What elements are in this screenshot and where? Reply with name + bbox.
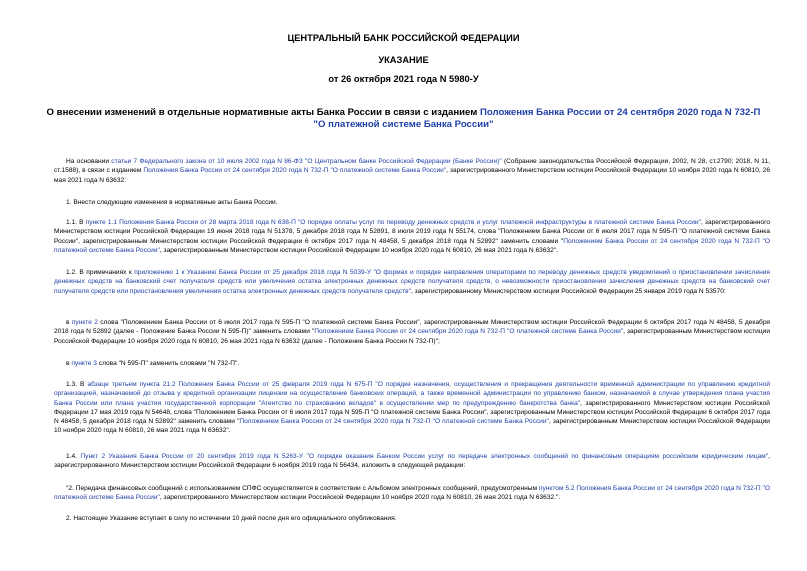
paragraph-basis [54, 157, 770, 185]
paragraph-1: 1. Внести следующие изменения в нормативные акты Банка России. [66, 199, 278, 206]
paragraph-clause-3 [54, 359, 770, 368]
link-instruction-5263u[interactable]: Пункт 2 Указания Банка России от 20 сентября 2019 года N 5263-У "О порядке оказания Банком России услуг по передаче электронных сообщений по финансовым операциям российским юридическим лицам" [80, 453, 769, 460]
text: 1.3. В [66, 381, 88, 388]
title-link[interactable]: Положения Банка России от 24 сентября 2020 года N 732-П "О платежной системе Банка России" [313, 107, 761, 130]
paragraph-quoted-2 [54, 484, 770, 503]
paragraph-2: 2. Настоящее Указание вступает в силу по истечении 10 дней после дня его официального опубликования. [66, 515, 397, 522]
link-regulation-732p[interactable]: Положением Банка России от 24 сентября 2020 года N 732-П "О платежной системе Банка России" [314, 328, 624, 336]
link-regulation-732p[interactable]: Положением Банка России от 24 сентября 2020 года N 732-П "О платежной системе Банка России" [54, 237, 770, 254]
text: слова "N 595-П" заменить словами "N 732-П". [96, 360, 240, 367]
text: 1.1. В [66, 219, 86, 226]
document-type: УКАЗАНИЕ [378, 55, 429, 65]
link-regulation-675p[interactable]: абзаце третьем пункта 21.2 Положения Банка России от 25 февраля 2019 года N 675-П "О порядке назначения, осуществления и прекращения деятельности временной администрации по управлению кредитной организацией, назначаемой до отзыва у кредитной организации лицензии на осуществление банковских операций, а также временной администрации по управлению банком, назначаемой в случае утверждения плана участия Банка России или плана участия государственной корпорации "Агентство по страхованию вкладов" в осуществлении мер по предупреждению банкротства банка" [54, 381, 771, 407]
text: слова "Положением Банка России от 6 июля 2017 года N 595-П "О платежной системе Банка России", зарегистрированным Министерством юстиции Российской Федерации 6 октября 2017 года N 48458, 5 декабря 2018 года N 52892 (далее - Положение Банка России N 595-П)" заменить словами " [54, 319, 770, 336]
paragraph-1-2 [54, 268, 770, 296]
text: , зарегистрированного Министерством юстиции Российской Федерации 17 мая 2019 года N 54648, слова "Положением Банка России от 6 июля 2017 года N 595-П "О платежной системе Банка России", зарегистрированным Министерством юстиции Российской Федерации 6 октября 2017 года N 48458, 5 декабря 2018 года N 52892" заменить словами " [54, 399, 770, 426]
link-federal-law[interactable]: статьи 7 Федерального закона от 10 июля 2002 года N 86-ФЗ "О Центральном банке Российской Федерации (Банке России)" [111, 158, 502, 165]
paragraph-1-1 [54, 218, 770, 255]
text: , зарегистрированного Министерством юстиции Российской Федерации 10 ноября 2020 года N 60810, 26 мая 2021 года N 63632: [54, 167, 771, 184]
link-regulation-732p[interactable]: Положением Банка России от 24 сентября 2020 года N 732-П "О платежной системе Банка России" [239, 418, 549, 426]
link-clause-3[interactable]: пункте 3 [71, 360, 97, 367]
paragraph-clause-2 [54, 318, 770, 346]
text: 1.2. В примечаниях к [66, 269, 135, 276]
text: , зарегистрированного Министерством юстиции Российской Федерации 10 ноября 2020 года N 60810, 26 мая 2021 года N 63632.". [159, 494, 561, 502]
link-instruction-5039u[interactable]: приложению 1 к Указанию Банка России от 25 декабря 2018 года N 5039-У "О формах и порядке направления операторами по переводу денежных средств уведомлений о приостановлении зачисления денежных средств на банковский счет получателя средств или увеличения остатка электронных денежных средств получателя средств, о невозможности приостановления зачисления денежных средств на банковский счет получателя средств или приостановления увеличения остатка электронных денежных средств получателя средств" [54, 269, 770, 295]
text: "2. Передача финансовых сообщений с использованием СПФС осуществляется в соответствии с Альбомом электронных сообщений, предусмотренным [66, 485, 539, 492]
document-title [40, 107, 767, 131]
title-text: О внесении изменений в отдельные нормативные акты Банка России в связи с изданием [46, 107, 480, 118]
text: На основании [66, 158, 112, 165]
link-regulation-732p[interactable]: Положения Банка России от 24 сентября 2020 года N 732-П "О платежной системе Банка России" [143, 167, 447, 175]
text: (Собрание законодательства Российской Федерации, 2002, N 28, ст.2790; 2018, N 11, ст.1588), в связи с изданием [54, 158, 770, 175]
link-clause-2[interactable]: пункте 2 [71, 319, 98, 326]
text: , зарегистрированным Министерством юстиции Российской Федерации 10 ноября 2020 года N 60810, 26 мая 2021 года N 63632". [54, 418, 770, 435]
text: 1.4. [66, 453, 81, 460]
text: , зарегистрированного Министерством юстиции Российской Федерации 19 июня 2018 года N 51378, 5 декабря 2018 года N 52891, 8 июля 2019 года N 55174, слова "Положением Банка России от 6 июля 2017 года N 595-П "О платежной системе Банка России", зарегистрированным Министерством юстиции Российской Федерации 6 октября 2017 года N 48458, 5 декабря 2018 года N 52892" заменить словами " [54, 219, 771, 245]
text: в [66, 360, 72, 367]
paragraph-1-4 [54, 452, 770, 471]
text: в [66, 319, 72, 326]
link-clause-5-2[interactable]: пунктом 5.2 Положения Банка России от 24 сентября 2020 года N 732-П "О платежной системе Банка России" [54, 485, 770, 502]
bank-name: ЦЕНТРАЛЬНЫЙ БАНК РОССИЙСКОЙ ФЕДЕРАЦИИ [287, 33, 520, 43]
paragraph-1-3 [54, 380, 770, 436]
text: , зарегистрированным Министерством юстиции Российской Федерации 10 ноября 2020 года N 60810, 26 мая 2021 года N 63632". [159, 246, 558, 254]
text: , зарегистрированному Министерством юстиции Российской Федерации 25 января 2019 года N 53570: [410, 287, 726, 295]
link-regulation-638p[interactable]: пункте 1.1 Положения Банка России от 28 марта 2018 года N 638-П "О порядке оплаты услуг по переводу денежных средств и услуг платежной инфраструктуры в платежной системе Банка России" [85, 219, 701, 226]
text: , зарегистрированным Министерством юстиции Российской Федерации 10 ноября 2020 года N 60810, 26 мая 2021 года N 63632 (далее - Положение Банка России N 732-П)"; [54, 328, 770, 345]
document-date-number: от 26 октября 2021 года N 5980-У [328, 74, 479, 84]
text: , зарегистрированного Министерством юстиции Российской Федерации 6 ноября 2019 года N 56434, изложить в следующей редакции: [54, 453, 770, 470]
